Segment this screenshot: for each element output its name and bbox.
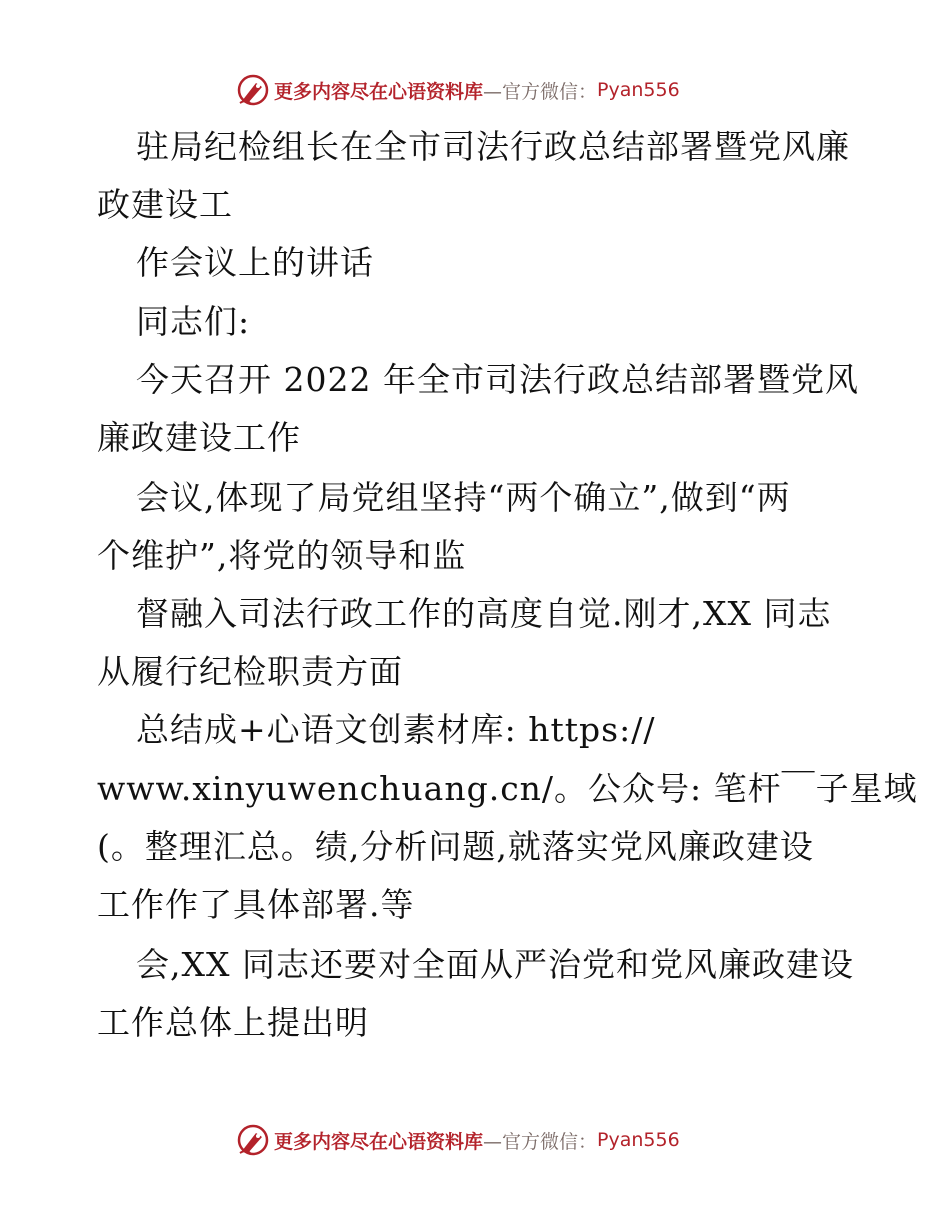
body-line: 今天召开 2022 年全市司法行政总结部署暨党风 bbox=[136, 360, 859, 399]
pen-nib-logo-icon bbox=[236, 1123, 270, 1157]
document-title-line: 驻局纪检组长在全市司法行政总结部署暨党风廉 bbox=[136, 127, 850, 166]
header-banner-subtext: —官方微信： bbox=[483, 80, 598, 103]
footer-banner-subtext: —官方微信： bbox=[483, 1130, 598, 1153]
header-banner-text: 更多内容尽在心语资料库 bbox=[274, 80, 484, 103]
pen-nib-logo-icon bbox=[236, 73, 270, 107]
footer-banner bbox=[236, 1123, 680, 1157]
header-banner bbox=[236, 73, 680, 107]
body-line: 工作总体上提出明 bbox=[97, 1003, 369, 1042]
salutation: 同志们: bbox=[136, 302, 251, 341]
body-line: (。整理汇总。绩,分析问题,就落实党风廉政建设 bbox=[97, 827, 814, 866]
body-line: www.xinyuwenchuang.cn/。公众号: 笔杆￣子星域 bbox=[97, 769, 918, 808]
body-line: 廉政建设工作 bbox=[97, 418, 301, 457]
body-line: 会,XX 同志还要对全面从严治党和党风廉政建设 bbox=[136, 945, 854, 984]
footer-wechat-id: Pyan556 bbox=[597, 1129, 680, 1151]
body-line: 工作作了具体部署.等 bbox=[97, 885, 415, 924]
body-line: 从履行纪检职责方面 bbox=[97, 652, 403, 691]
body-line: 个维护”,将党的领导和监 bbox=[97, 536, 467, 575]
footer-banner-text: 更多内容尽在心语资料库 bbox=[274, 1130, 484, 1153]
document-title-line: 政建设工 bbox=[97, 185, 233, 224]
body-line: 总结成+心语文创素材库: https:// bbox=[136, 710, 656, 749]
document-title-line: 作会议上的讲话 bbox=[136, 243, 374, 282]
header-wechat-id: Pyan556 bbox=[597, 79, 680, 101]
body-line: 督融入司法行政工作的高度自觉.刚才,XX 同志 bbox=[136, 594, 832, 633]
body-line: 会议,体现了局党组坚持“两个确立”,做到“两 bbox=[136, 478, 791, 517]
